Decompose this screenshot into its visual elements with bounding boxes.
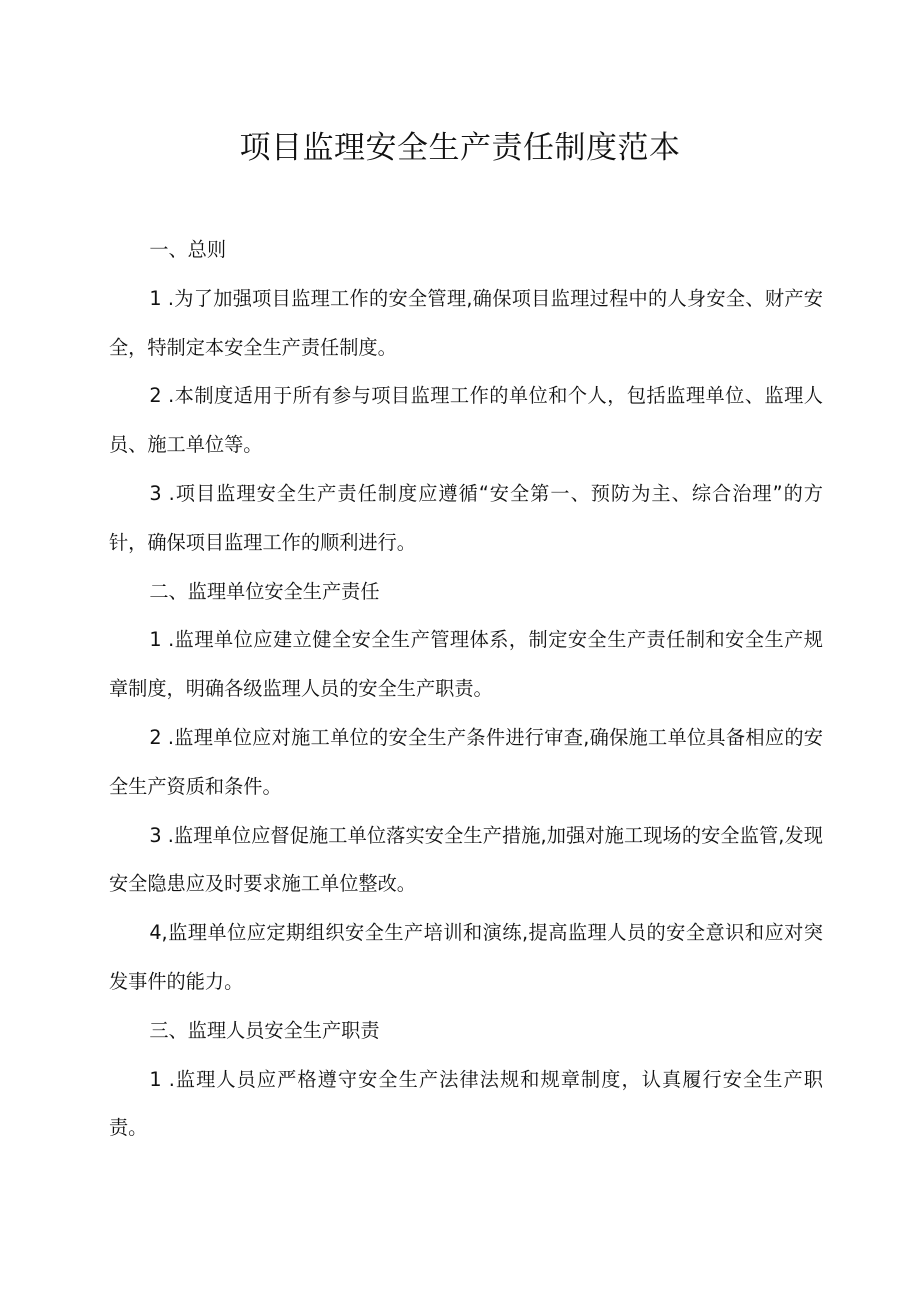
paragraph: 2 .监理单位应对施工单位的安全生产条件进行审查,确保施工单位具备相应的安全生产资质和条件。 — [109, 725, 823, 798]
paragraph: 3 .项目监理安全生产责任制度应遵循“安全第一、预防为主、综合治理”的方针，确保项目监理工作的顺利进行。 — [109, 481, 823, 554]
paragraph: 1 .监理单位应建立健全安全生产管理体系，制定安全生产责任制和安全生产规章制度，明确各级监理人员的安全生产职责。 — [109, 628, 823, 701]
section-heading: 一、总则 — [149, 238, 227, 261]
document-title: 项目监理安全生产责任制度范本 — [239, 130, 681, 166]
section-heading: 二、监理单位安全生产责任 — [149, 579, 380, 603]
paragraph: 2 .本制度适用于所有参与项目监理工作的单位和个人，包括监理单位、监理人员、施工单位等。 — [109, 384, 823, 457]
paragraph: 1 .监理人员应严格遵守安全生产法律法规和规章制度，认真履行安全生产职责。 — [109, 1067, 823, 1140]
section-heading: 三、监理人员安全生产职责 — [149, 1018, 380, 1042]
paragraph: 4,监理单位应定期组织安全生产培训和演练,提高监理人员的安全意识和应对突发事件的能力。 — [109, 921, 823, 993]
paragraph: 3 .监理单位应督促施工单位落实安全生产措施,加强对施工现场的安全监管,发现安全隐患应及时要求施工单位整改。 — [109, 823, 823, 896]
paragraph: 1 .为了加强项目监理工作的安全管理,确保项目监理过程中的人身安全、财产安全，特制定本安全生产责任制度。 — [109, 286, 823, 359]
document-body — [109, 226, 823, 1153]
